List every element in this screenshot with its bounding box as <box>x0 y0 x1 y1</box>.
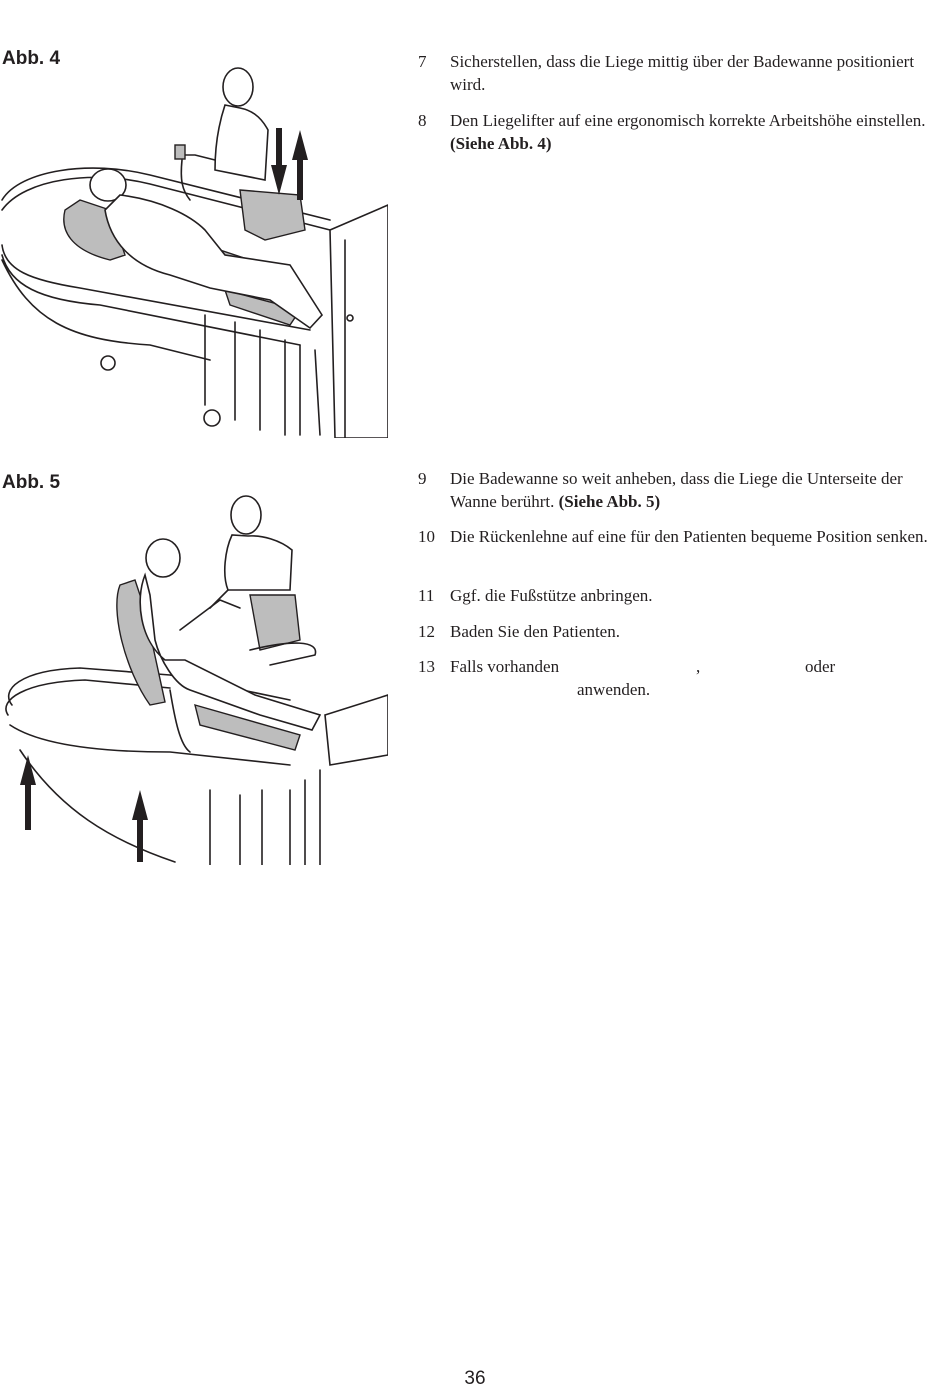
step-text-part: , <box>696 657 701 676</box>
figure-label-abb-4: Abb. 4 <box>2 48 61 69</box>
figure-label-abb-5: Abb. 5 <box>2 472 61 493</box>
step-number: 12 <box>418 622 435 641</box>
step-text: Baden Sie den Patienten. <box>450 622 620 641</box>
step-text: Die Rückenlehne auf eine für den Patienten bequeme Position senken. <box>450 527 928 546</box>
figure-abb-4-illustration <box>0 60 388 438</box>
step-number: 11 <box>418 586 435 605</box>
step-text-part: Falls vorhanden <box>450 657 560 676</box>
figure-reference: (Siehe Abb. 4) <box>450 134 552 153</box>
page-number: 36 <box>464 1368 486 1389</box>
step-number: 10 <box>418 527 435 546</box>
step-number: 9 <box>418 469 427 488</box>
step-text: Die Badewanne so weit anheben, dass die Liege die Unterseite der Wanne berührt. (Siehe Abb. 5) <box>450 469 903 511</box>
instruction-step <box>418 655 918 705</box>
step-number: 7 <box>418 52 427 71</box>
figure-abb-5-illustration <box>0 490 388 865</box>
figure-reference: (Siehe Abb. 5) <box>558 492 661 511</box>
step-text-part: oder <box>805 657 836 676</box>
step-text: Sicherstellen, dass die Liege mittig über der Badewanne positioniert wird. <box>450 52 915 94</box>
step-text: Den Liegelifter auf eine ergonomisch korrekte Arbeitshöhe einstellen. (Siehe Abb. 4) <box>450 111 926 153</box>
step-text: Ggf. die Fußstütze anbringen. <box>450 586 653 605</box>
step-number: 8 <box>418 111 427 130</box>
step-text-part: anwenden. <box>577 680 651 699</box>
step-number: 13 <box>418 657 435 676</box>
